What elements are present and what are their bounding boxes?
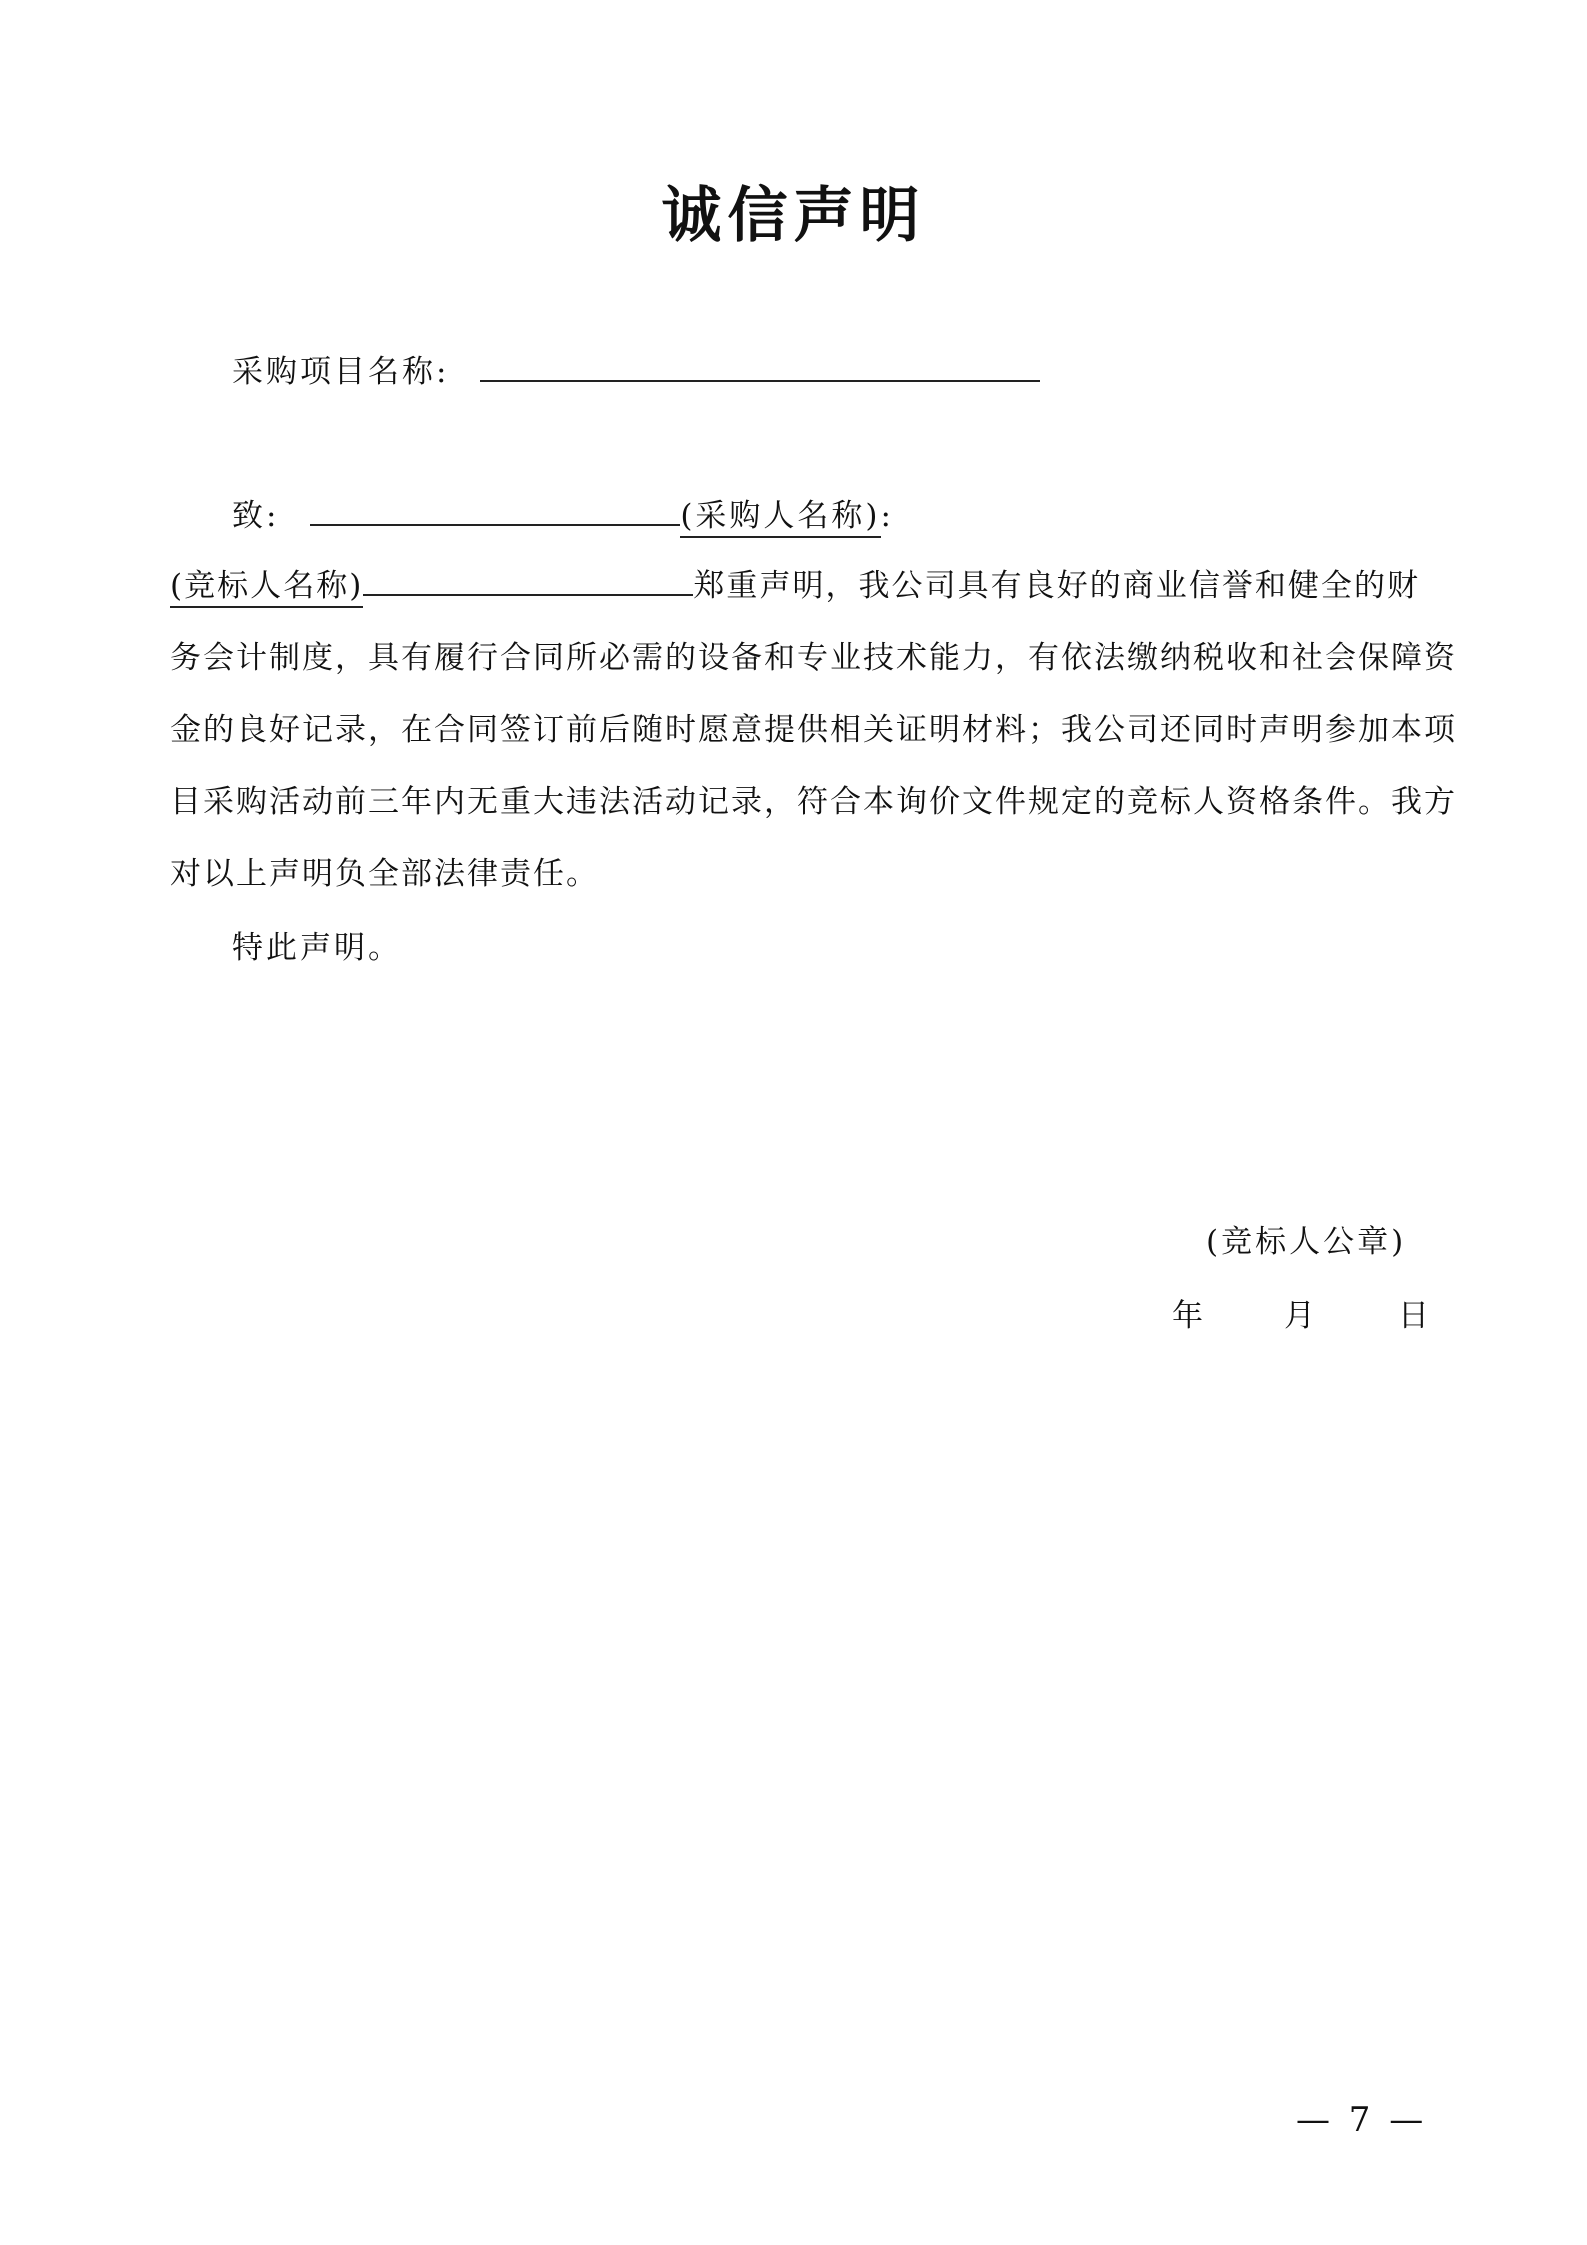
declaration-line-1 [170,550,1420,622]
page-number: — 7 — [1296,2100,1428,2140]
declaration-line-3: 金的良好记录，在合同签订前后随时愿意提供相关证明材料；我公司还同时声明参加本项 [170,712,1457,748]
bidder-seal-label: (竞标人公章) [1206,1224,1407,1260]
date-month: 月 [1284,1298,1318,1334]
purchaser-name-placeholder: (采购人名称) [680,498,880,538]
recipient-suffix: : [880,498,894,534]
declaration-line-2: 务会计制度，具有履行合同所必需的设备和专业技术能力，有依法缴纳税收和社会保障资 [170,640,1457,676]
document-title: 诚信声明 [661,181,926,251]
recipient-blank [310,494,680,526]
closing-statement: 特此声明。 [232,930,402,966]
project-name-label: 采购项目名称: [232,354,450,390]
recipient-label: 致: [232,498,280,534]
bidder-name-placeholder: (竞标人名称) [170,568,363,608]
project-name-line [232,350,1040,392]
bidder-name-blank [363,564,693,596]
project-name-blank [480,350,1040,382]
recipient-line [232,494,894,536]
declaration-paragraph [170,550,1457,910]
declaration-line-4: 目采购活动前三年内无重大违法活动记录，符合本询价文件规定的竞标人资格条件。我方 [170,784,1457,820]
date-year: 年 [1172,1298,1206,1334]
declaration-line-5: 对以上声明负全部法律责任。 [170,856,599,892]
declaration-text-1: 郑重声明，我公司具有良好的商业信誉和健全的财 [693,568,1420,604]
date-day: 日 [1398,1298,1432,1334]
